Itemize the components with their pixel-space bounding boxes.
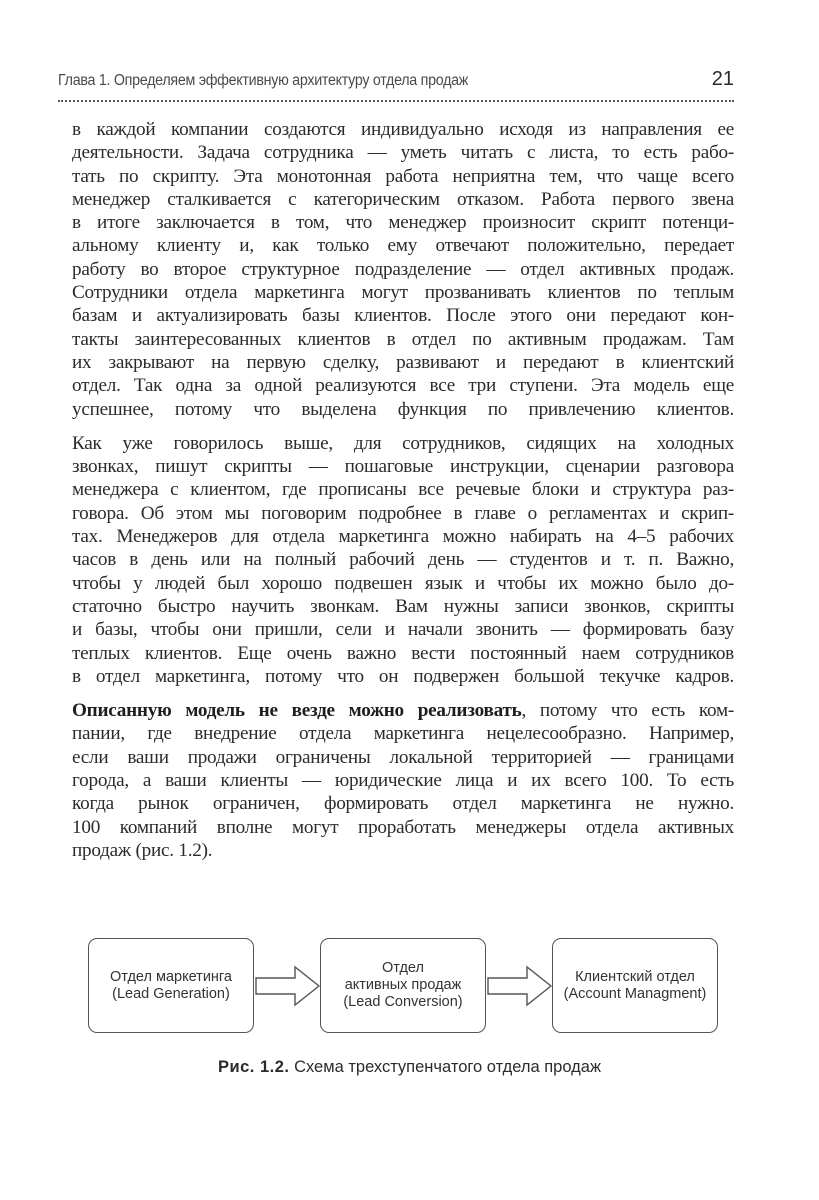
text-line: продаж (рис. 1.2). — [72, 839, 213, 861]
text-line: такты заинтересованных клиентов в отдел по активным продажам. Там — [72, 328, 734, 350]
block-arrow-right-icon — [255, 965, 321, 1007]
figure-caption-text: Схема трехступенчатого отдела продаж — [289, 1058, 602, 1076]
figure-number: Рис. 1.2. — [217, 1058, 290, 1076]
text-line: чтобы у людей был хорошо подвешен язык и чтобы их можно было до- — [72, 572, 734, 594]
text-fragment: , потому что есть ком- — [521, 700, 734, 722]
node-label-line: (Lead Generation) — [112, 985, 230, 1002]
chapter-title: Глава 1. Определяем эффективную архитектуру отдела продаж — [58, 72, 469, 89]
text-line: пании, где внедрение отдела маркетинга нецелесообразно. Например, — [72, 723, 734, 745]
text-line: отдел. Так одна за одной реализуются все три ступени. Эта модель еще — [72, 375, 734, 397]
text-line: города, а ваши клиенты — юридические лица и их всего 100. То есть — [72, 770, 734, 792]
node-label-line: Клиентский отдел — [575, 968, 695, 985]
paragraph-3 — [72, 699, 734, 862]
text-line: теплых клиентов. Еще очень важно вести постоянный наем сотрудников — [72, 642, 734, 664]
text-line: работу во второе структурное подразделение — отдел активных продаж. — [72, 258, 734, 280]
node-label-line: (Account Managment) — [563, 985, 707, 1002]
page-number: 21 — [711, 68, 734, 90]
text-line: в каждой компании создаются индивидуально исходя из направления ее — [72, 119, 734, 140]
text-line: базам и актуализировать базы клиентов. После этого они передают кон- — [72, 305, 734, 327]
text-line: если ваши продажи ограничены локальной территорией — границами — [72, 746, 734, 768]
text-line: менеджер сталкивается с категорическим отказом. Работа первого звена — [72, 188, 734, 210]
paragraph-1 — [72, 118, 734, 421]
node-client-department — [552, 938, 718, 1033]
text-line: часов в день или на полный рабочий день — студентов и т. п. Важно, — [72, 549, 734, 571]
text-line: 100 компаний вполне могут проработать менеджеры отдела активных — [72, 816, 734, 838]
text-line: успешнее, потому что выделена функция по привлечению клиентов. — [72, 398, 734, 420]
node-label-line: (Lead Conversion) — [343, 994, 463, 1010]
running-header — [58, 68, 734, 104]
text-line: деятельности. Задача сотрудника — уметь читать с листа, то есть рабо- — [72, 142, 734, 164]
dotted-divider — [58, 100, 734, 102]
figure-caption — [0, 1058, 819, 1077]
node-label-line: активных продаж — [344, 977, 462, 993]
node-label-line: Отдел маркетинга — [110, 968, 232, 985]
node-marketing-department — [88, 938, 254, 1033]
text-line: говора. Об этом мы поговорим подробнее в главе о регламентах и скрип- — [72, 502, 734, 524]
text-line: их закрывают на первую сделку, развивают и передают в клиентский — [72, 351, 734, 373]
text-line: тать по скрипту. Эта монотонная работа неприятна тем, что чаще всего — [72, 165, 734, 187]
body-text — [72, 118, 734, 873]
text-line: статочно быстро научить звонкам. Вам нужны записи звонков, скрипты — [72, 595, 734, 617]
text-line: звонках, пишут скрипты — пошаговые инструкции, сценарии разговора — [72, 456, 734, 478]
text-line: Сотрудники отдела маркетинга могут прозванивать клиентов по теплым — [72, 282, 734, 304]
node-label-line: Отдел — [382, 960, 424, 976]
text-line: когда рынок ограничен, формировать отдел маркетинга не нужно. — [72, 793, 734, 815]
bold-lead-phrase: Описанную модель не везде можно реализовать — [72, 700, 522, 722]
text-line: тах. Менеджеров для отдела маркетинга можно набирать на 4–5 рабочих — [72, 526, 734, 548]
text-line: в итоге заключается в том, что менеджер произносит скрипт потенци- — [72, 212, 734, 234]
text-line — [72, 699, 734, 722]
text-line: менеджера с клиентом, где прописаны все речевые блоки и структура раз- — [72, 479, 734, 501]
text-line: и базы, чтобы они пришли, сели и начали звонить — формировать базу — [72, 619, 734, 641]
text-line: альному клиенту и, как только ему отвечают положительно, передает — [72, 235, 734, 257]
text-line: Как уже говорилось выше, для сотрудников, сидящих на холодных — [72, 432, 734, 454]
node-active-sales-department — [320, 938, 486, 1033]
text-line: в отдел маркетинга, потому что он подвержен большой текучке кадров. — [72, 665, 734, 687]
paragraph-2 — [72, 432, 734, 688]
block-arrow-right-icon — [487, 965, 553, 1007]
